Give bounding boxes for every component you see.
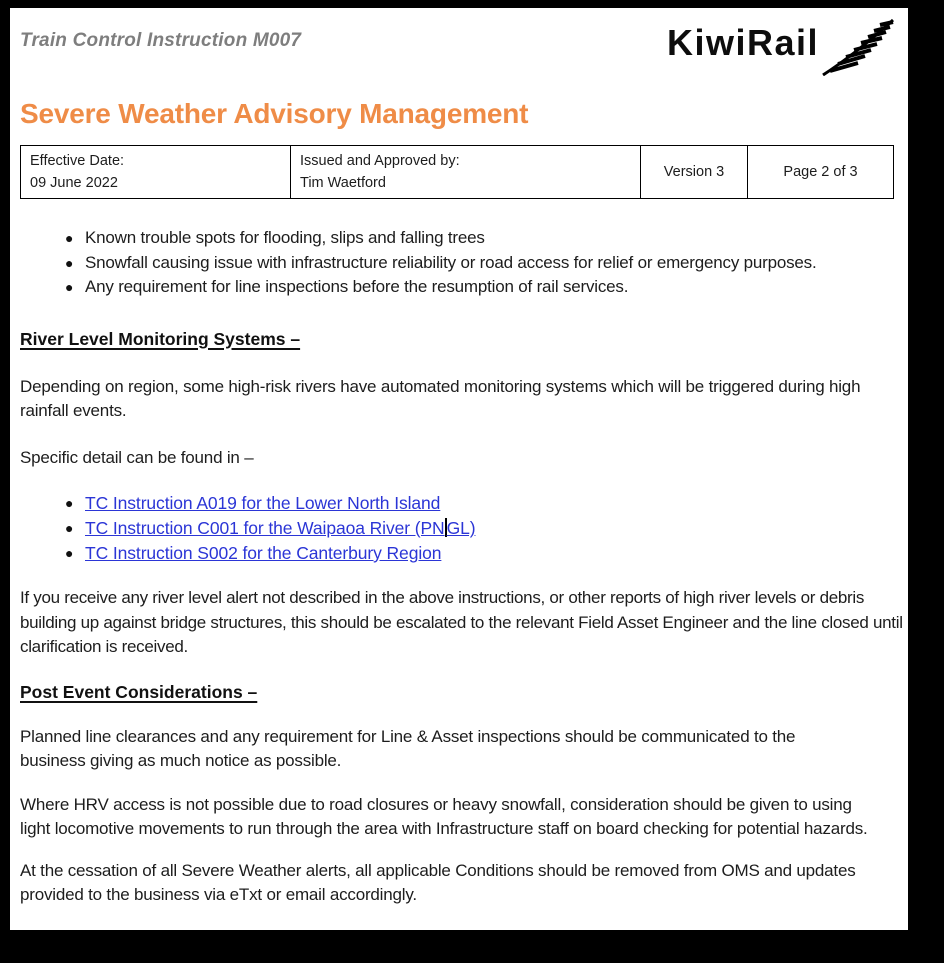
section-heading-post-event: Post Event Considerations –: [20, 681, 258, 702]
link-tc-instruction-c001[interactable]: [85, 516, 475, 541]
paragraph-alert-cessation: At the cessation of all Severe Weather alerts, all applicable Conditions should be removed from OMS and updates provided to the business via eTxt or email accordingly.: [20, 860, 856, 904]
info-table: [20, 145, 894, 199]
bullet-icon: ●: [65, 495, 74, 511]
link-text: GL): [446, 518, 476, 538]
paragraph-river-monitoring: Depending on region, some high-risk rivers have automated monitoring systems which will be triggered during high rainfall events.: [20, 376, 861, 420]
bullet-text: Snowfall causing issue with infrastructure reliability or road access for relief or emergency purposes.: [85, 252, 817, 272]
version-cell: Version 3: [641, 146, 748, 199]
issued-by-value: Tim Waetford: [300, 175, 386, 191]
paragraph-hrv-access: Where HRV access is not possible due to road closures or heavy snowfall, consideration should be given to using light locomotive movements to run through the area with Infrastructure staff on board checking for potential hazards.: [20, 794, 868, 838]
paragraph-river-alert-escalation: If you receive any river level alert not described in the above instructions, or other reports of high river levels or debris building up against bridge structures, this should be escalated to the relevant Field Asset Engineer and the line closed until clarification is received.: [20, 588, 903, 656]
list-item: [65, 275, 908, 300]
page-title: Severe Weather Advisory Management: [20, 98, 529, 129]
link-tc-instruction-s002[interactable]: TC Instruction S002 for the Canterbury Region: [85, 543, 442, 563]
instruction-link-list: [20, 491, 908, 566]
kiwirail-logo: [667, 20, 896, 76]
document-header: [20, 20, 908, 76]
list-item: [65, 251, 908, 276]
link-text: TC Instruction C001 for the Waipaoa River (PN: [85, 518, 445, 538]
bullet-icon: ●: [65, 230, 74, 246]
list-item: [65, 491, 908, 516]
kiwirail-fern-icon: [820, 18, 896, 76]
bullet-icon: ●: [65, 545, 74, 561]
bullet-icon: ●: [65, 279, 74, 295]
effective-date-cell: [21, 146, 291, 199]
intro-bullet-list: [20, 226, 908, 300]
paragraph-specific-detail: Specific detail can be found in –: [20, 447, 254, 467]
list-item: [65, 541, 908, 566]
list-item: [65, 516, 908, 541]
kiwirail-logo-text: KiwiRail: [666, 22, 819, 63]
list-item: [65, 226, 908, 251]
bullet-icon: ●: [65, 254, 74, 271]
doc-title: Train Control Instruction M007: [20, 30, 302, 51]
document-page: [10, 8, 908, 930]
link-tc-instruction-a019[interactable]: TC Instruction A019 for the Lower North Island: [85, 493, 441, 513]
bullet-text: Known trouble spots for flooding, slips and falling trees: [85, 228, 485, 247]
page-number-cell: Page 2 of 3: [748, 146, 894, 199]
paragraph-line-clearances: Planned line clearances and any requirement for Line & Asset inspections should be communicated to the business giving as much notice as possible.: [20, 726, 796, 770]
info-table-row: [21, 146, 894, 199]
section-heading-river-levels: River Level Monitoring Systems –: [20, 328, 301, 349]
effective-date-value: 09 June 2022: [30, 175, 118, 191]
effective-date-label: Effective Date:: [30, 153, 125, 169]
bullet-icon: ●: [65, 520, 74, 536]
issued-by-cell: [291, 146, 641, 199]
issued-by-label: Issued and Approved by:: [300, 153, 460, 169]
bullet-text: Any requirement for line inspections before the resumption of rail services.: [85, 277, 629, 296]
